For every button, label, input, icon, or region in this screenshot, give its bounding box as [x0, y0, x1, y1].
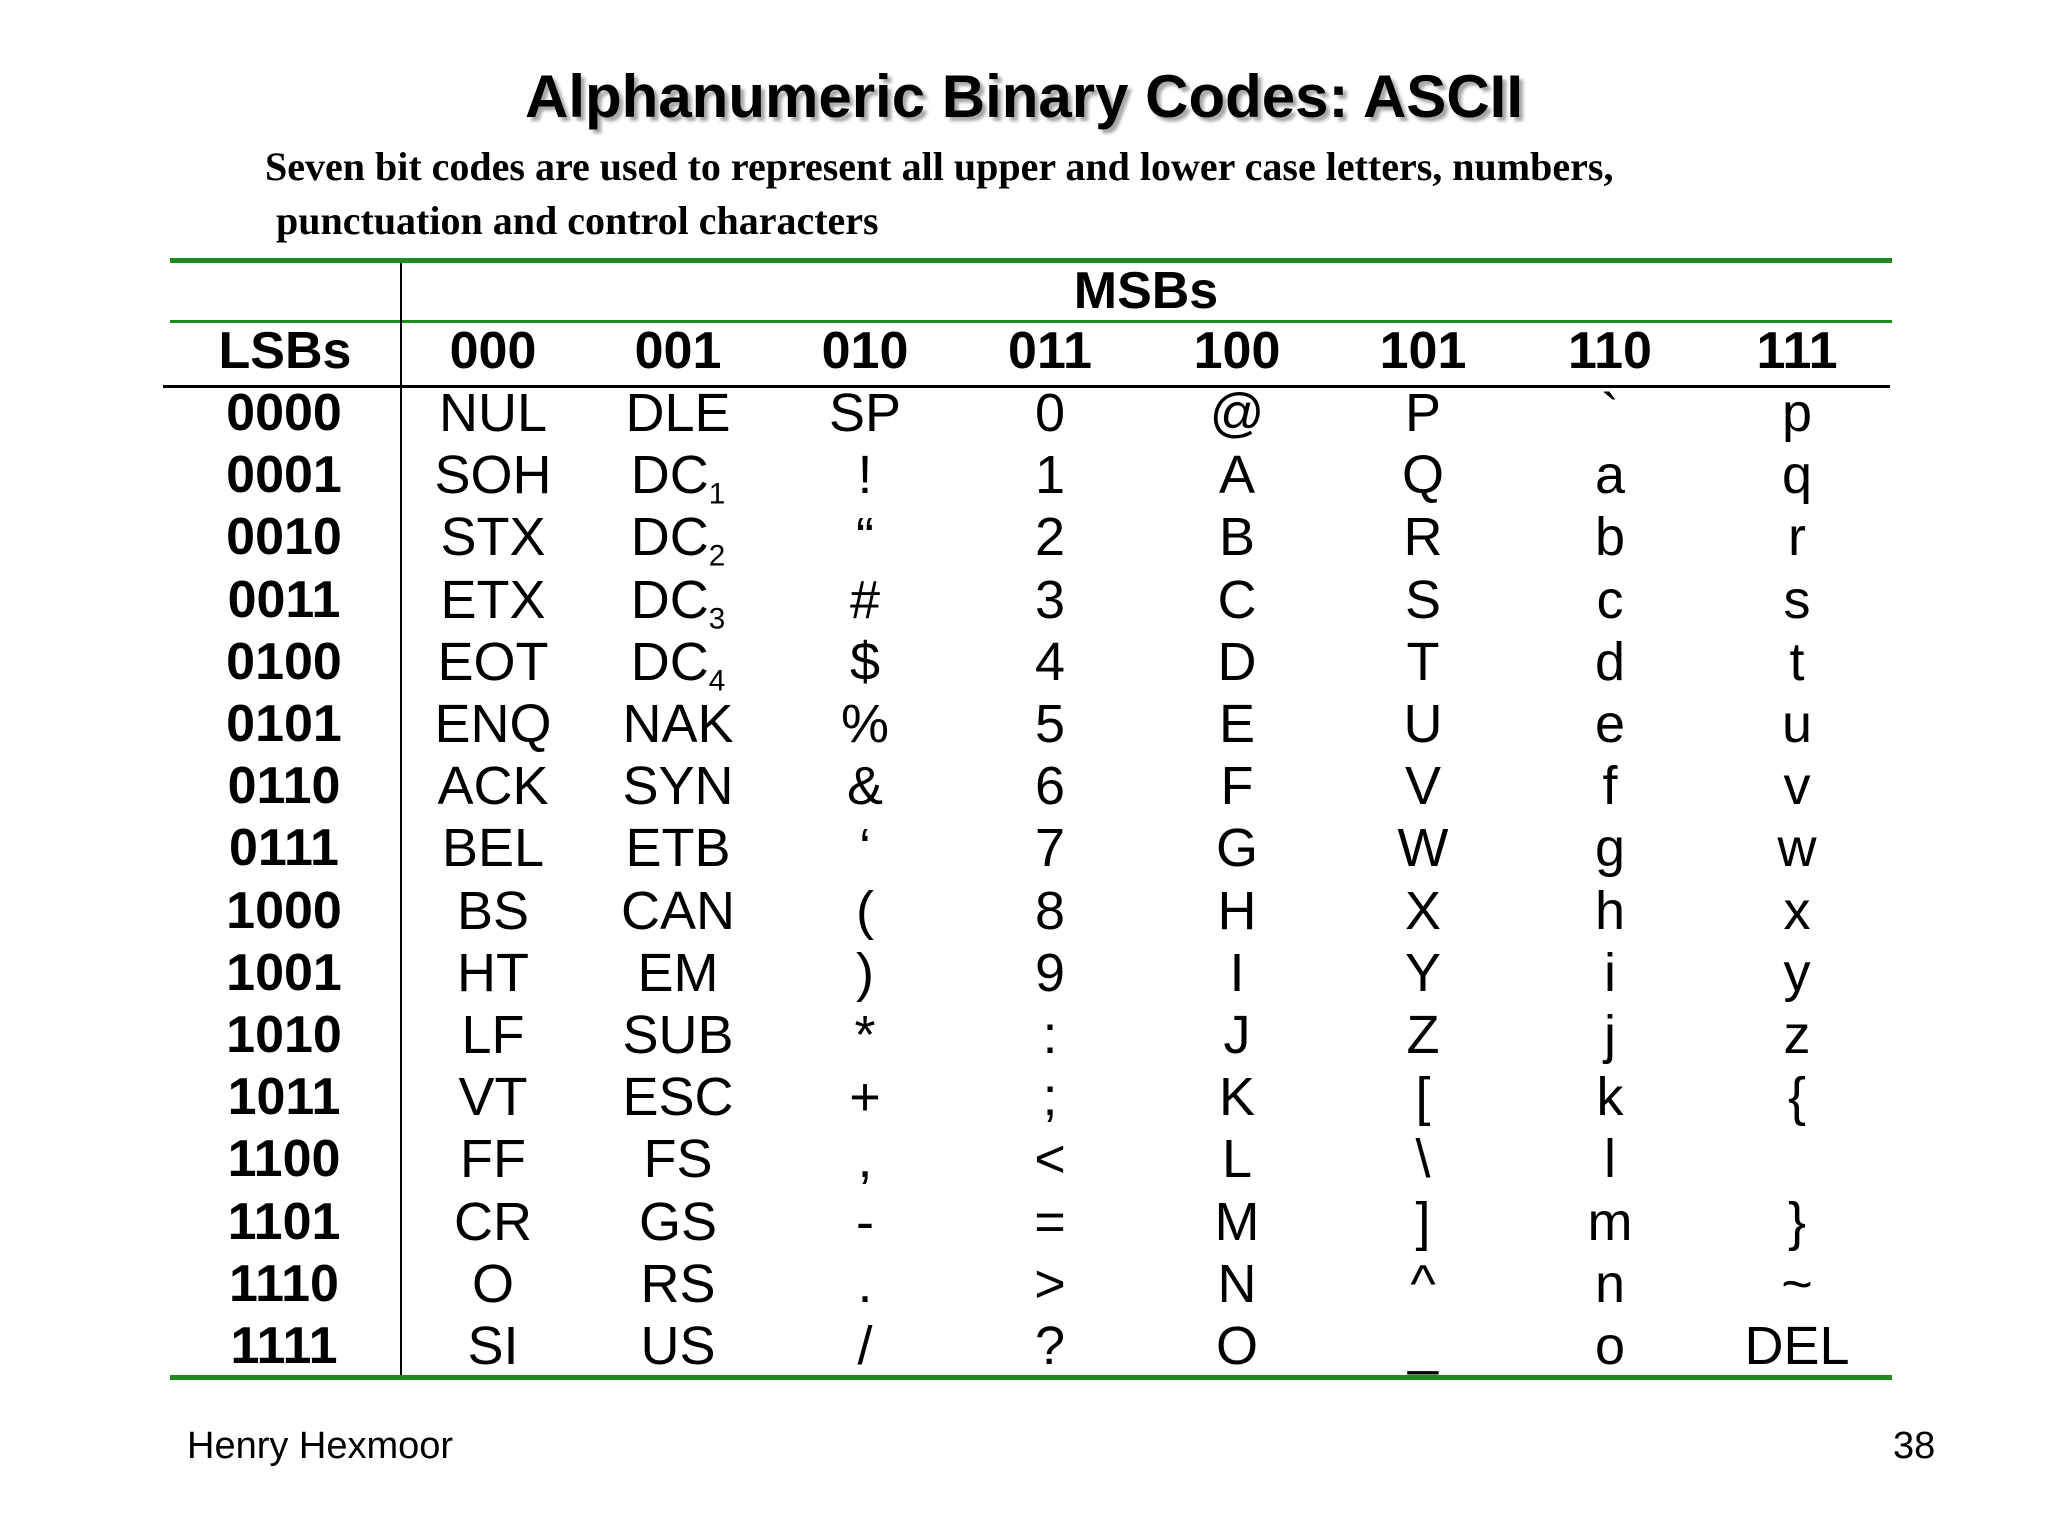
table-cell: r: [1788, 507, 1806, 567]
table-cell: 0: [1034, 383, 1066, 443]
table-cell: GS: [638, 1192, 718, 1252]
column-header-011: 011: [1008, 322, 1092, 380]
table-cell: &: [846, 756, 884, 816]
table-cell: [: [1415, 1067, 1431, 1127]
column-header-001: 001: [634, 322, 722, 380]
table-cell: (: [856, 881, 874, 941]
table-cell: G: [1215, 818, 1258, 878]
table-cell: X: [1404, 881, 1442, 941]
table-cell: SP: [828, 383, 902, 443]
table-cell: a: [1594, 445, 1626, 505]
table-cell: SOH: [434, 445, 552, 505]
subtitle-line-2: punctuation and control characters: [276, 198, 879, 243]
table-cell: ]: [1415, 1192, 1431, 1252]
table-cell: SUB: [622, 1005, 734, 1065]
table-cell: ~: [1781, 1254, 1813, 1314]
lsb-label: 1101: [227, 1193, 341, 1251]
table-cell: ;: [1042, 1067, 1058, 1127]
msbs-header: MSBs: [1073, 262, 1219, 320]
table-cell: i: [1604, 943, 1616, 1003]
table-cell: b: [1594, 507, 1626, 567]
table-cell: “: [856, 507, 874, 567]
table-cell: h: [1594, 881, 1626, 941]
table-cell: [588, 569, 768, 636]
table-cell: CAN: [620, 881, 735, 941]
table-cell: FF: [460, 1129, 526, 1189]
table-cell: u: [1781, 694, 1813, 754]
table-cell: STX: [440, 507, 546, 567]
table-cell: VT: [458, 1067, 528, 1127]
table-cell: =: [1034, 1192, 1066, 1252]
table-cell: \: [1415, 1129, 1431, 1189]
table-cell: P: [1404, 383, 1442, 443]
lsb-label: 0111: [229, 819, 339, 877]
table-cell: w: [1777, 818, 1817, 878]
table-cell: ): [856, 943, 874, 1003]
page-number: 38: [1893, 1425, 1936, 1467]
table-cell: HT: [457, 943, 529, 1003]
lsb-label: 1011: [227, 1068, 341, 1126]
table-cell: {: [1787, 1067, 1807, 1127]
table-cell: y: [1783, 943, 1811, 1003]
column-header-010: 010: [821, 322, 909, 380]
table-cell: O: [1215, 1316, 1258, 1376]
table-cell: 9: [1034, 943, 1066, 1003]
table-cell: q: [1781, 445, 1813, 505]
table-cell: V: [1404, 756, 1442, 816]
lsb-label: 1111: [230, 1317, 338, 1375]
table-cell: k: [1596, 1067, 1624, 1127]
table-cell: -: [856, 1192, 874, 1252]
table-cell: DLE: [625, 383, 731, 443]
table-cell: ?: [1034, 1316, 1066, 1376]
lsb-label: 0000: [226, 384, 342, 442]
table-cell: c: [1596, 570, 1624, 630]
table-cell: FS: [643, 1129, 713, 1189]
cell-subscript: 2: [708, 539, 726, 573]
table-cell: EOT: [437, 632, 549, 692]
table-cell: S: [1404, 570, 1442, 630]
table-cell: _: [1407, 1316, 1439, 1376]
table-cell: BEL: [441, 818, 545, 878]
table-cell: RS: [640, 1254, 716, 1314]
table-cell: SI: [467, 1316, 519, 1376]
table-cell: j: [1604, 1005, 1616, 1065]
table-cell: @: [1209, 383, 1265, 443]
column-header-101: 101: [1379, 322, 1467, 380]
cell-base-text: DC: [630, 632, 709, 692]
table-cell: ACK: [437, 756, 549, 816]
table-cell: N: [1217, 1254, 1257, 1314]
lsb-label: 0001: [226, 446, 342, 504]
lsb-label: 0011: [227, 571, 341, 629]
lsb-label: 0110: [227, 757, 341, 815]
table-cell: e: [1594, 694, 1626, 754]
table-cell: l: [1604, 1129, 1616, 1189]
table-cell: 4: [1034, 632, 1066, 692]
table-cell: Q: [1401, 445, 1444, 505]
table-cell: EM: [637, 943, 719, 1003]
table-cell: *: [854, 1005, 876, 1065]
table-cell: n: [1594, 1254, 1626, 1314]
column-header-110: 110: [1568, 322, 1652, 380]
table-cell: SYN: [622, 756, 734, 816]
table-cell: ETB: [625, 818, 731, 878]
table-cell: NUL: [438, 383, 548, 443]
table-cell: >: [1034, 1254, 1066, 1314]
table-cell: o: [1594, 1316, 1626, 1376]
table-cell: F: [1220, 756, 1254, 816]
subtitle-line-1: Seven bit codes are used to represent all upper and lower case letters, numbers,: [265, 144, 1614, 189]
table-cell: f: [1602, 756, 1618, 816]
table-cell: 2: [1034, 507, 1066, 567]
cell-base-text: DC: [630, 445, 709, 505]
table-cell: LF: [461, 1005, 525, 1065]
table-cell: H: [1217, 881, 1257, 941]
table-cell: $: [849, 632, 881, 692]
table-cell: NAK: [622, 694, 734, 754]
lsb-label: 0010: [226, 508, 342, 566]
table-cell: g: [1594, 818, 1626, 878]
table-cell: ‘: [859, 818, 871, 878]
cell-subscript: 1: [708, 477, 726, 511]
table-cell: J: [1223, 1005, 1251, 1065]
table-cell: +: [849, 1067, 881, 1127]
table-cell: `: [1601, 383, 1619, 443]
table-cell: ^: [1410, 1254, 1436, 1314]
table-cell: E: [1218, 694, 1256, 754]
lsb-label: 1010: [226, 1006, 342, 1064]
column-header-000: 000: [449, 322, 537, 380]
table-cell: W: [1397, 818, 1449, 878]
table-cell: !: [857, 445, 873, 505]
lsb-label: 1001: [226, 944, 342, 1002]
lsb-label: 0101: [226, 695, 342, 753]
table-cell: O: [471, 1254, 514, 1314]
table-cell: A: [1218, 445, 1256, 505]
table-cell: .: [857, 1254, 873, 1314]
author-name: Henry Hexmoor: [187, 1425, 454, 1467]
table-cell: 5: [1034, 694, 1066, 754]
table-cell: p: [1781, 383, 1813, 443]
table-cell: L: [1221, 1129, 1253, 1189]
table-cell: M: [1214, 1192, 1260, 1252]
table-cell: ETX: [440, 570, 546, 630]
table-cell: #: [849, 570, 881, 630]
table-cell: U: [1403, 694, 1443, 754]
lsb-label: 0100: [226, 633, 342, 691]
table-cell: CR: [454, 1192, 532, 1252]
table-cell: 3: [1034, 570, 1066, 630]
table-cell: 7: [1034, 818, 1066, 878]
table-cell: I: [1229, 943, 1245, 1003]
table-cell: K: [1218, 1067, 1256, 1127]
table-cell: D: [1217, 632, 1257, 692]
table-cell: R: [1403, 507, 1443, 567]
table-cell: 6: [1034, 756, 1066, 816]
table-cell: t: [1789, 632, 1805, 692]
lsbs-header: LSBs: [218, 322, 352, 380]
cell-subscript: 4: [708, 664, 726, 698]
lsb-label: 1100: [227, 1130, 341, 1188]
table-cell: BS: [456, 881, 530, 941]
cell-base-text: DC: [630, 570, 709, 630]
table-cell: %: [840, 694, 889, 754]
table-cell: :: [1042, 1005, 1058, 1065]
table-cell: US: [640, 1316, 716, 1376]
table-cell: Z: [1406, 1005, 1440, 1065]
table-cell: DEL: [1744, 1316, 1850, 1376]
table-cell: ,: [857, 1129, 873, 1189]
table-cell: d: [1594, 632, 1626, 692]
table-cell: T: [1406, 632, 1440, 692]
cell-subscript: 3: [708, 602, 726, 636]
table-cell: z: [1783, 1005, 1811, 1065]
table-cell: m: [1587, 1192, 1633, 1252]
slide-subtitle: [265, 140, 1865, 248]
table-cell: /: [857, 1316, 873, 1376]
slide-title: Alphanumeric Binary Codes: ASCII: [525, 63, 1523, 130]
cell-base-text: DC: [630, 507, 709, 567]
lsb-column-divider: [400, 263, 402, 1375]
table-cell: ESC: [622, 1067, 734, 1127]
table-cell: Y: [1404, 943, 1442, 1003]
table-cell: 8: [1034, 881, 1066, 941]
table-cell: 1: [1034, 445, 1066, 505]
lsb-label: 1110: [229, 1255, 339, 1313]
table-cell: [1707, 1128, 1887, 1190]
column-header-111: 111: [1756, 322, 1838, 380]
table-cell: B: [1218, 507, 1256, 567]
table-cell: ENQ: [434, 694, 552, 754]
table-cell: <: [1034, 1129, 1066, 1189]
table-cell: x: [1783, 881, 1811, 941]
table-cell: s: [1783, 570, 1811, 630]
column-header-100: 100: [1193, 322, 1281, 380]
table-cell: C: [1217, 570, 1257, 630]
table-cell: [588, 506, 768, 573]
table-cell: }: [1787, 1192, 1807, 1252]
table-cell: [588, 631, 768, 698]
table-cell: [588, 444, 768, 511]
table-cell: v: [1783, 756, 1811, 816]
lsb-label: 1000: [226, 882, 342, 940]
